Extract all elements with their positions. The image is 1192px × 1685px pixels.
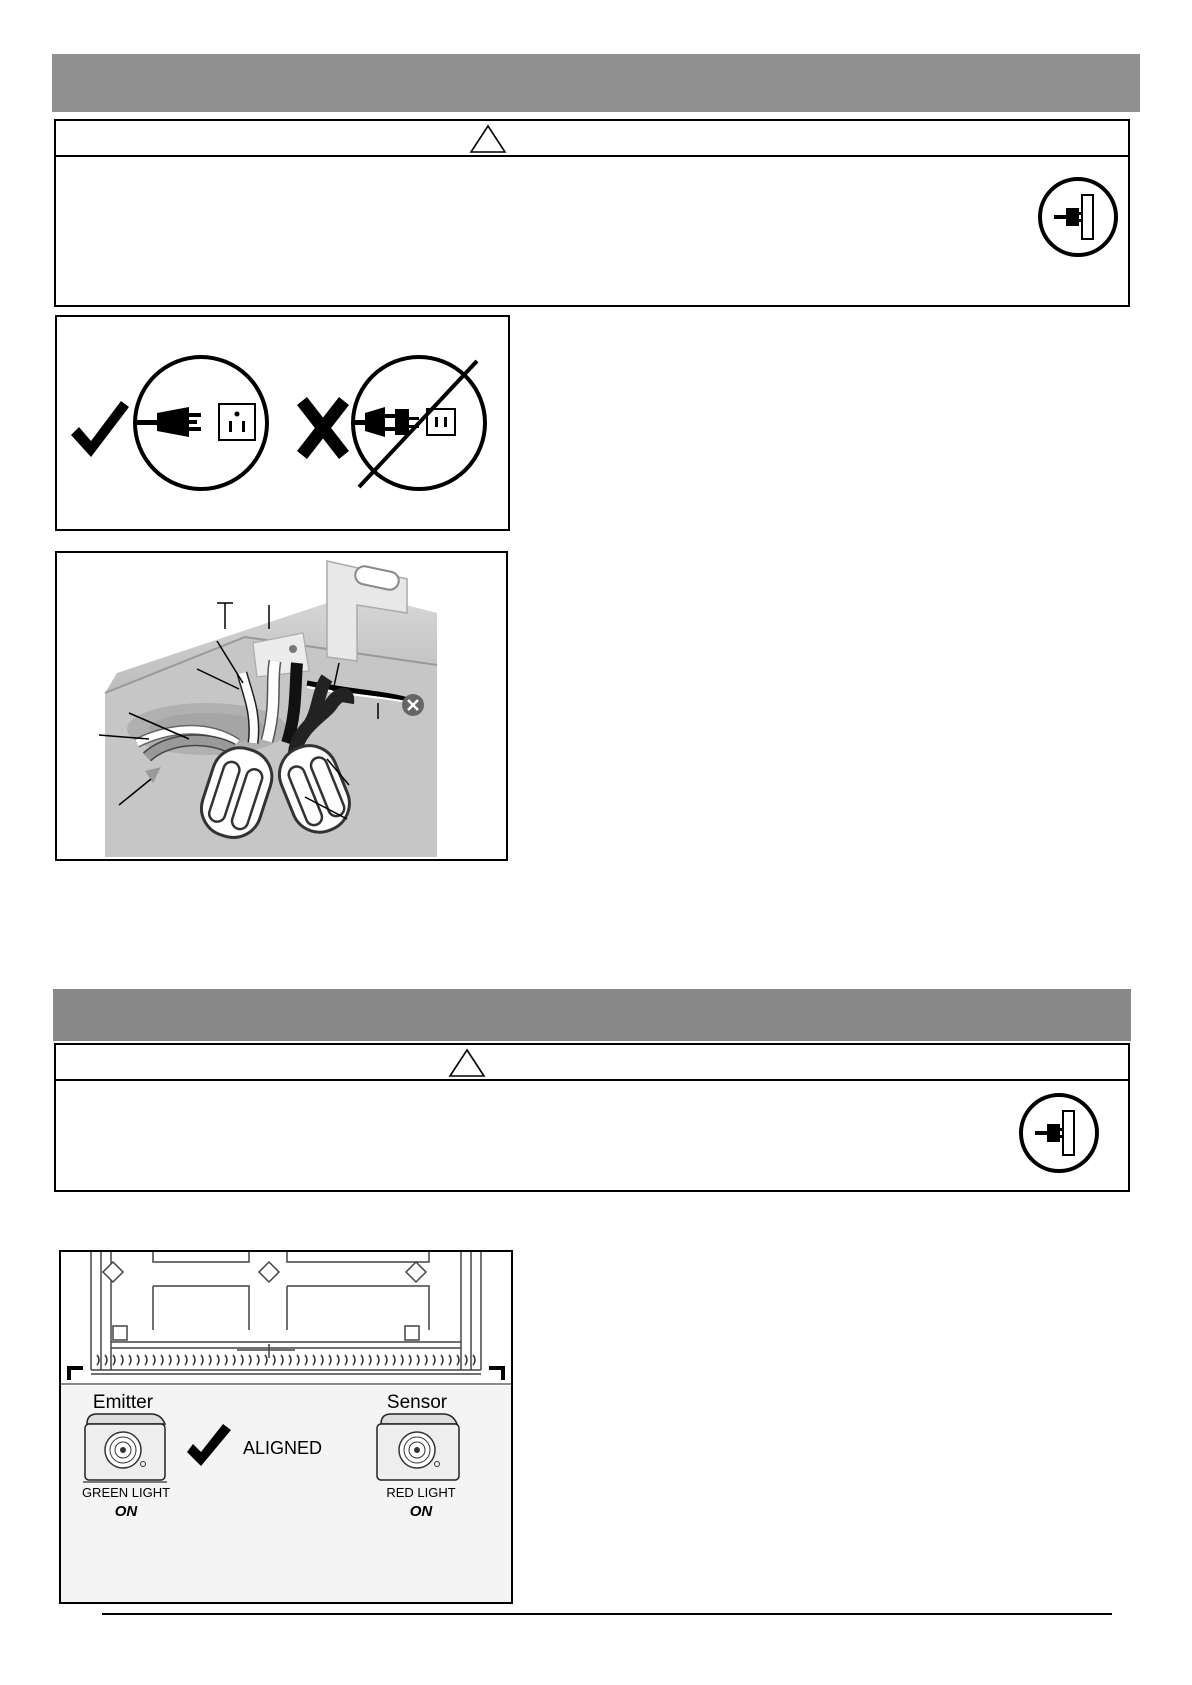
spring-coil (257, 1355, 259, 1365)
spring-coil (345, 1355, 347, 1365)
spring-coil (329, 1355, 331, 1365)
spring-coil (297, 1355, 299, 1365)
spring-coil (281, 1355, 283, 1365)
spring-coil (401, 1355, 403, 1365)
emitter-label: Emitter (92, 1392, 154, 1413)
sensor-label: Sensor (386, 1392, 448, 1413)
section-2-header-band (53, 989, 1131, 1041)
spring-coil (313, 1355, 315, 1365)
spring-coil (153, 1355, 155, 1365)
sensor-alignment-diagram (61, 1252, 511, 1602)
spring-coil (193, 1355, 195, 1365)
spring-coil (457, 1355, 459, 1365)
plug-diagram-panel (55, 315, 510, 531)
plug-outlet-diagram (57, 317, 508, 529)
spring-coil (369, 1355, 371, 1365)
spring-coil (417, 1355, 419, 1365)
wiring-photo (57, 553, 506, 859)
spring-coil (137, 1355, 139, 1365)
sensor-light-text: RED LIGHT (386, 1485, 456, 1500)
spring-coil (145, 1355, 147, 1365)
spring-coil (361, 1355, 363, 1365)
spring-coil (177, 1355, 179, 1365)
spring-coil (433, 1355, 435, 1365)
spring-coil (289, 1355, 291, 1365)
adapter-plug-prohibited-icon (353, 357, 485, 489)
unplug-power-icon (1036, 175, 1120, 259)
spring-coil (225, 1355, 227, 1365)
spring-coil (185, 1355, 187, 1365)
spring-coil (377, 1355, 379, 1365)
spring-coil (473, 1355, 475, 1365)
warning-box-1-title-row (56, 121, 1128, 157)
spring-coil (385, 1355, 387, 1365)
spring-coil (353, 1355, 355, 1365)
x-mark-icon (297, 397, 349, 459)
spring-coil (265, 1355, 267, 1365)
grounded-plug-ok-icon (135, 357, 267, 489)
emitter-state-text: ON (114, 1503, 138, 1520)
spring-coil (449, 1355, 451, 1365)
spring-coil (105, 1355, 107, 1365)
spring-coil (441, 1355, 443, 1365)
spring-coil (161, 1355, 163, 1365)
spring-coil (409, 1355, 411, 1365)
spring-coil (121, 1355, 123, 1365)
spring-coil (393, 1355, 395, 1365)
sensor-state-text: ON (409, 1503, 433, 1520)
spring-coil (217, 1355, 219, 1365)
check-mark-icon (71, 401, 129, 457)
warning-box-2 (54, 1043, 1130, 1192)
spring-coil (209, 1355, 211, 1365)
spring-coil (169, 1355, 171, 1365)
unplug-power-icon (1017, 1091, 1101, 1175)
spring-coil (305, 1355, 307, 1365)
spring-coil (233, 1355, 235, 1365)
warning-box-1 (54, 119, 1130, 307)
section-1-header-band (52, 54, 1140, 112)
warning-triangle-icon (447, 1047, 487, 1079)
spring-coil (113, 1355, 115, 1365)
spring-coil (97, 1355, 99, 1365)
spring-coil (321, 1355, 323, 1365)
spring-coil (249, 1355, 251, 1365)
wiring-photo-panel (55, 551, 508, 861)
spring-coil (129, 1355, 131, 1365)
spring-coil (201, 1355, 203, 1365)
alignment-diagram-panel (59, 1250, 513, 1604)
spring-coil (241, 1355, 243, 1365)
spring-coil (425, 1355, 427, 1365)
spring-coil (337, 1355, 339, 1365)
footer-rule (102, 1613, 1112, 1615)
aligned-label: ALIGNED (243, 1438, 323, 1458)
warning-triangle-icon (468, 123, 508, 155)
warning-box-2-title-row (56, 1045, 1128, 1081)
sensor-device-icon (377, 1414, 459, 1480)
spring-coil (273, 1355, 275, 1365)
spring-coil (465, 1355, 467, 1365)
emitter-device-icon (83, 1414, 167, 1482)
emitter-light-text: GREEN LIGHT (81, 1485, 171, 1500)
